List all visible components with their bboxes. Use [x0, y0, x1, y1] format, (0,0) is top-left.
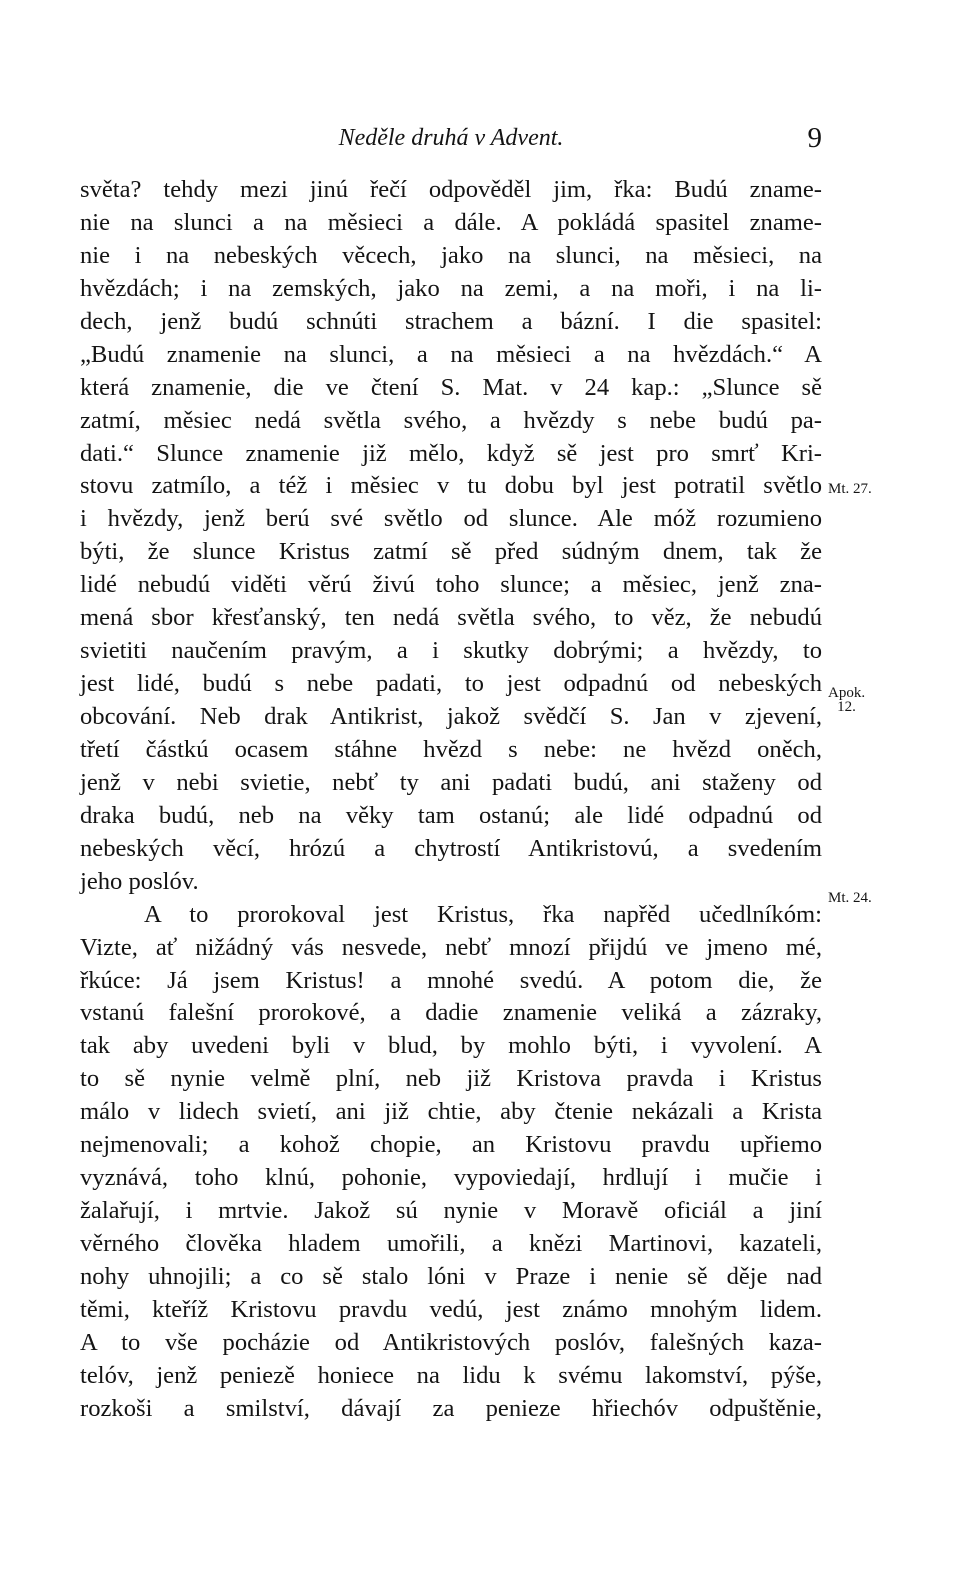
text-line: vyznává, toho klnú, pohonie, vypoviedají, hrdlují i mučie i [80, 1164, 822, 1192]
text-line: jenž v nebi svietie, nebť ty ani padati budú, ani staženy od [80, 768, 822, 796]
text-line: draka budú, neb na věky tam ostanú; ale lidé odpadnú od [80, 801, 822, 829]
text-line: málo v lidech svietí, ani již chtie, aby čtenie nekázali a Krista [80, 1098, 822, 1126]
text-line: hvězdách; i na zemských, jako na zemi, a na moři, i na li- [80, 274, 822, 302]
margin-note-apok-label: Apok. [828, 685, 866, 701]
margin-note-apok12 [828, 686, 865, 715]
text-line: jeho poslóv. [80, 867, 199, 895]
text-line: řkúce: Já jsem Kristus! a mnohé svedú. A potom die, že [80, 966, 822, 994]
text-line: dech, jenž budú schnúti strachem a bázní. I die spasitel: [80, 307, 822, 335]
text-line: mená sbor křesťanský, ten nedá světla svého, to věz, že nebudú [80, 604, 822, 632]
text-line: to sě nynie velmě plní, neb již Kristova pravda i Kristus [80, 1065, 822, 1093]
text-line: vstanú falešní prorokové, a dadie znamenie veliká a zázraky, [80, 999, 822, 1027]
text-line: rozkoši a smilství, dávají za penieze hřiechóv odpuštěnie, [80, 1394, 822, 1422]
text-line: svietiti naučením pravým, a i skutky dobrými; a hvězdy, to [80, 637, 822, 665]
text-line: i hvězdy, jenž berú své světlo od slunce. Ale móž rozumieno [80, 505, 822, 533]
text-line: žalařují, i mrtvie. Jakož sú nynie v Moravě oficiál a jiní [80, 1197, 822, 1225]
text-line: věrného člověka hladem umořili, a knězi Martinovi, kazateli, [80, 1230, 822, 1257]
text-line: třetí částkú ocasem stáhne hvězd s nebe: ne hvězd oněch, [80, 735, 822, 763]
text-line: A to vše pocházie od Antikristových poslóv, falešných kaza- [80, 1328, 822, 1356]
text-line: tak aby uvedeni byli v blud, by mohlo býti, i vyvolení. A [80, 1032, 822, 1060]
text-line: „Budú znamenie na slunci, a na měsieci a na hvězdách.“ A [80, 340, 822, 368]
text-line: nejmenovali; a kohož chopie, an Kristovu pravdu upřiemo [80, 1131, 822, 1159]
body-text [80, 174, 822, 1426]
page-header [80, 118, 822, 158]
text-line: nie i na nebeských věcech, jako na slunci, na měsieci, na [80, 241, 822, 269]
text-line: telóv, jenž peniezě honiece na lidu k svému lakomství, pýše, [80, 1361, 822, 1389]
text-line: Vizte, ať nižádný vás nesvede, nebť mnozí přijdú ve jmeno mé, [80, 933, 822, 961]
text-line: jest lidé, budú s nebe padati, to jest odpadnú od nebeských [80, 670, 822, 698]
text-line: stovu zatmílo, a též i měsiec v tu dobu byl jest potratil světlo [80, 472, 822, 500]
text-line: světa? tehdy mezi jinú řečí odpověděl jim, řka: Budú zname- [80, 176, 822, 203]
text-line: nebeských věcí, hrózú a chytrostí Antikristovú, a svedením [80, 834, 822, 862]
text-line: A to prorokoval jest Kristus, řka napřěd učedlníkóm: [144, 900, 822, 928]
text-line: která znamenie, die ve čtení S. Mat. v 24 kap.: „Slunce sě [80, 373, 822, 401]
running-title: Neděle druhá v Advent. [338, 125, 564, 151]
margin-note-mt27: Mt. 27. [828, 481, 872, 497]
text-line: býti, že slunce Kristus zatmí sě před súdným dnem, tak že [80, 538, 822, 566]
text-line: zatmí, měsiec nedá světla svého, a hvězdy s nebe budú pa- [80, 406, 822, 434]
text-line: obcování. Neb drak Antikrist, jakož svědčí S. Jan v zjevení, [80, 703, 822, 730]
text-line: nohy uhnojili; a co sě stalo lóni v Praze i nenie sě děje nad [80, 1262, 822, 1290]
text-line: dati.“ Slunce znamenie již mělo, když sě jest pro smrť Kri- [80, 439, 822, 467]
text-line: nie na slunci a na měsieci a dále. A pokládá spasitel zname- [80, 208, 822, 236]
margin-note-apok-chapter: 12. [837, 699, 856, 715]
margin-note-mt24: Mt. 24. [828, 890, 872, 906]
text-line: těmi, kteříž Kristovu pravdu vedú, jest známo mnohým lidem. [80, 1295, 822, 1323]
text-line: lidé nebudú viděti věrú živú toho slunce; a měsiec, jenž zna- [80, 571, 822, 599]
page-number: 9 [807, 122, 822, 154]
